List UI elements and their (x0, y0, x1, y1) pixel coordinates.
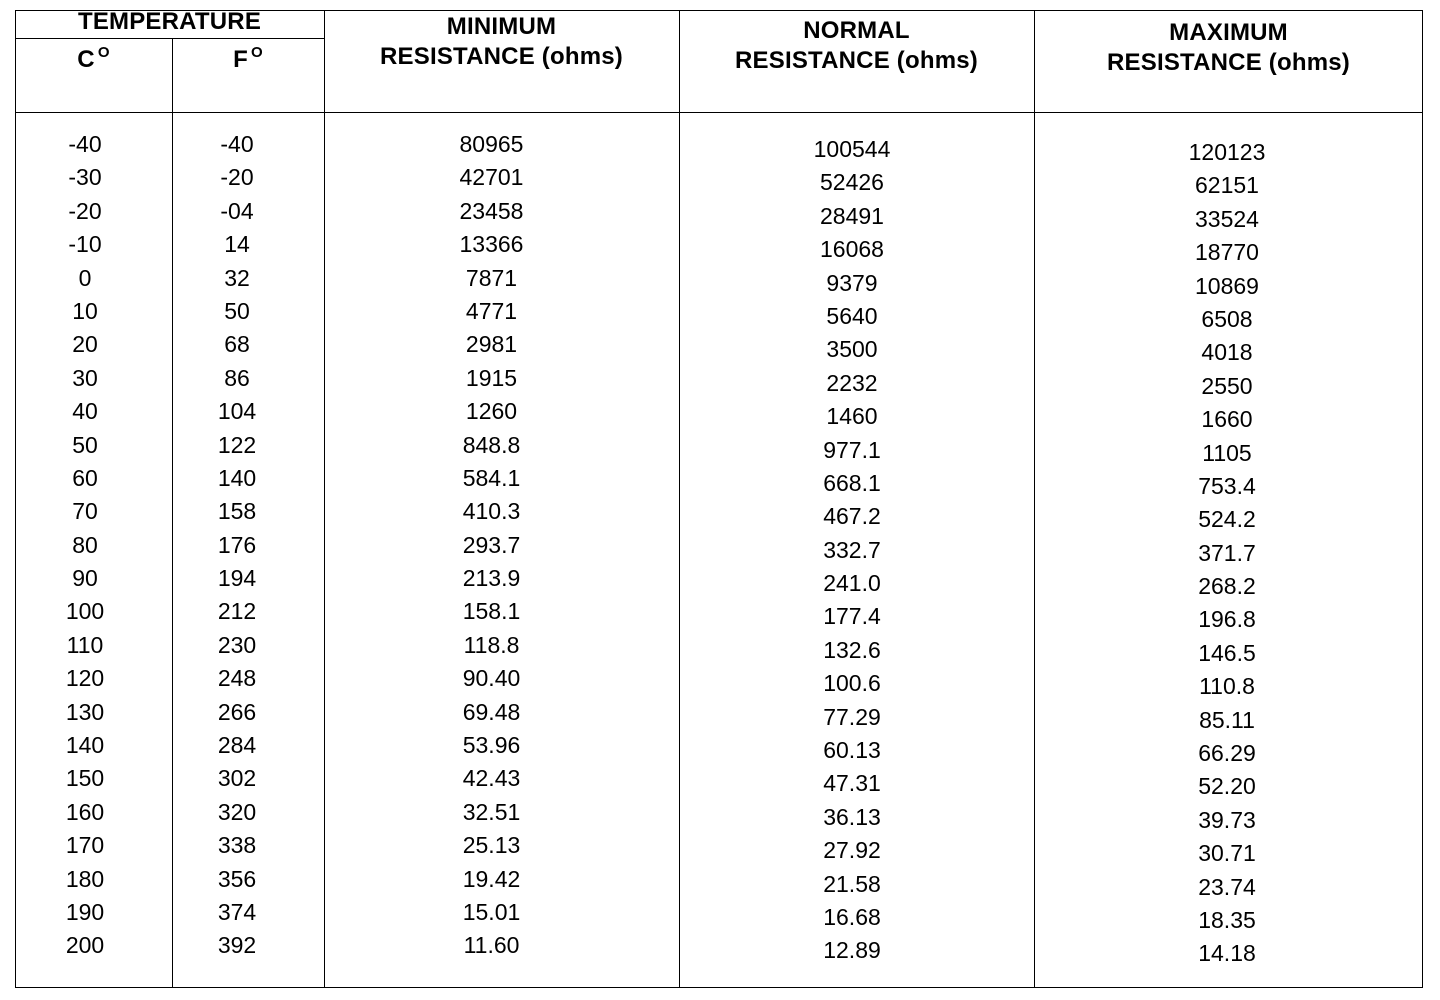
normal-resistance-cell: 77.29 (823, 703, 881, 730)
normal-resistance-cell: 1460 (826, 403, 878, 430)
fahrenheit-cell: 68 (224, 331, 250, 358)
maximum-resistance-cell: 18.35 (1198, 906, 1256, 933)
header-normal-resistance: NORMAL RESISTANCE (ohms) (735, 17, 978, 74)
fahrenheit-cell: 122 (217, 431, 257, 458)
fahrenheit-cell: -04 (220, 197, 254, 224)
normal-resistance-cell: 467.2 (823, 503, 881, 530)
normal-resistance-cell: 47.31 (823, 770, 881, 797)
fahrenheit-cell: 212 (217, 598, 257, 625)
normal-resistance-cell: 177.4 (823, 603, 881, 630)
normal-resistance-cell: 132.6 (823, 636, 881, 663)
header-maximum-resistance: MAXIMUM RESISTANCE (ohms) (1107, 19, 1350, 76)
fahrenheit-cell: 338 (217, 832, 257, 859)
minimum-resistance-cell: 293.7 (462, 531, 521, 558)
celsius-cell: 100 (65, 598, 105, 625)
maximum-resistance-cell: 62151 (1195, 172, 1259, 199)
fahrenheit-cell: 320 (217, 798, 257, 825)
normal-resistance-cell: 12.89 (823, 937, 881, 964)
celsius-cell: 40 (72, 398, 98, 425)
normal-resistance-cell: 241.0 (823, 570, 881, 597)
normal-resistance-cell: 5640 (826, 302, 878, 329)
normal-resistance-cell: 36.13 (823, 803, 881, 830)
header-temperature: TEMPERATURE (77, 8, 262, 35)
celsius-cell: 10 (72, 297, 98, 324)
celsius-cell: 120 (65, 665, 105, 692)
celsius-cell: 180 (65, 865, 105, 892)
fahrenheit-cell: -20 (220, 164, 254, 191)
celsius-cell: 160 (65, 798, 105, 825)
normal-resistance-cell: 668.1 (823, 469, 881, 496)
fahrenheit-cell: 140 (217, 464, 257, 491)
minimum-resistance-cell: 1915 (465, 364, 518, 391)
column-minimum-resistance (424, 131, 559, 966)
normal-resistance-cell: 100.6 (823, 670, 881, 697)
minimum-resistance-cell: 80965 (459, 131, 524, 157)
minimum-resistance-cell: 42701 (459, 164, 524, 191)
normal-resistance-cell: 60.13 (823, 737, 881, 764)
maximum-resistance-cell: 268.2 (1198, 573, 1256, 600)
celsius-cell: 90 (72, 565, 98, 592)
maximum-resistance-cell: 1660 (1201, 406, 1253, 433)
minimum-resistance-cell: 53.96 (462, 732, 521, 759)
minimum-resistance-cell: 213.9 (462, 565, 521, 592)
column-divider (324, 10, 325, 988)
fahrenheit-cell: 392 (217, 932, 257, 959)
maximum-resistance-cell: 110.8 (1199, 673, 1255, 700)
normal-resistance-cell: 16068 (820, 236, 884, 263)
fahrenheit-cell: 158 (217, 498, 257, 525)
maximum-resistance-cell: 14.18 (1198, 940, 1256, 967)
maximum-resistance-cell: 4018 (1201, 339, 1253, 366)
minimum-resistance-cell: 15.01 (462, 898, 521, 925)
fahrenheit-cell: 248 (217, 665, 257, 692)
minimum-resistance-cell: 848.8 (462, 431, 521, 458)
fahrenheit-cell: 50 (224, 297, 250, 324)
normal-resistance-cell: 27.92 (823, 837, 881, 864)
minimum-resistance-cell: 584.1 (462, 464, 521, 491)
celsius-cell: -10 (68, 231, 102, 258)
celsius-cell: 150 (65, 765, 105, 792)
maximum-resistance-cell: 66.29 (1198, 740, 1256, 767)
minimum-resistance-cell: 7871 (465, 264, 518, 291)
normal-resistance-cell: 28491 (820, 202, 884, 229)
degree-symbol: O (251, 44, 263, 61)
celsius-cell: -20 (68, 197, 102, 224)
maximum-resistance-cell: 146.5 (1198, 639, 1256, 666)
minimum-resistance-cell: 32.51 (462, 798, 521, 825)
maximum-resistance-cell: 6508 (1201, 305, 1253, 332)
celsius-cell: 20 (72, 331, 98, 358)
normal-resistance-cell: 9379 (826, 269, 878, 296)
fahrenheit-cell: 176 (217, 531, 257, 558)
fahrenheit-cell: 302 (217, 765, 257, 792)
normal-resistance-cell: 3500 (826, 336, 878, 363)
maximum-resistance-cell: 85.11 (1199, 706, 1255, 733)
header-fahrenheit: F $^O$ (233, 44, 263, 73)
maximum-resistance-cell: 39.73 (1198, 806, 1256, 833)
maximum-resistance-cell: 753.4 (1198, 472, 1256, 499)
minimum-resistance-cell: 13366 (459, 231, 524, 258)
minimum-resistance-cell: 118.8 (463, 631, 520, 658)
degree-symbol: O (97, 44, 110, 61)
column-normal-resistance (782, 136, 922, 971)
fahrenheit-cell: -40 (220, 131, 254, 157)
maximum-resistance-cell: 33524 (1195, 205, 1259, 232)
maximum-resistance-cell: 120123 (1188, 139, 1266, 165)
minimum-resistance-cell: 23458 (459, 197, 524, 224)
celsius-cell: 0 (78, 264, 92, 291)
fahrenheit-cell: 374 (217, 898, 257, 925)
normal-resistance-cell: 52426 (820, 169, 884, 196)
maximum-resistance-cell: 371.7 (1198, 539, 1256, 566)
header-celsius: C $^O$ (77, 44, 110, 73)
fahrenheit-cell: 230 (217, 631, 257, 658)
normal-resistance-cell: 21.58 (823, 870, 881, 897)
fahrenheit-cell: 266 (217, 698, 257, 725)
normal-resistance-cell: 977.1 (823, 436, 881, 463)
minimum-resistance-cell: 4771 (465, 297, 518, 324)
maximum-resistance-cell: 1105 (1202, 439, 1252, 466)
column-fahrenheit (187, 131, 287, 966)
minimum-resistance-cell: 410.3 (462, 498, 521, 525)
normal-resistance-cell: 332.7 (823, 536, 881, 563)
fahrenheit-cell: 14 (224, 231, 250, 258)
celsius-cell: 70 (72, 498, 98, 525)
celsius-cell: -40 (68, 131, 102, 157)
maximum-resistance-cell: 2550 (1201, 372, 1253, 399)
minimum-resistance-cell: 69.48 (462, 698, 521, 725)
maximum-resistance-cell: 23.74 (1198, 873, 1256, 900)
normal-resistance-cell: 100544 (813, 136, 891, 162)
column-divider (1034, 10, 1035, 988)
fahrenheit-cell: 86 (224, 364, 250, 391)
minimum-resistance-cell: 158.1 (462, 598, 521, 625)
maximum-resistance-cell: 18770 (1195, 239, 1259, 266)
minimum-resistance-cell: 19.42 (462, 865, 521, 892)
fahrenheit-cell: 32 (224, 264, 250, 291)
column-maximum-resistance (1157, 139, 1297, 974)
minimum-resistance-cell: 2981 (465, 331, 518, 358)
maximum-resistance-cell: 524.2 (1198, 506, 1256, 533)
celsius-cell: 130 (65, 698, 105, 725)
column-celsius (35, 131, 135, 966)
celsius-cell: 110 (66, 631, 104, 658)
normal-resistance-cell: 16.68 (823, 903, 881, 930)
minimum-resistance-cell: 90.40 (462, 665, 521, 692)
minimum-resistance-cell: 42.43 (462, 765, 521, 792)
celsius-cell: 190 (65, 898, 105, 925)
celsius-cell: 200 (65, 932, 105, 959)
fahrenheit-cell: 356 (217, 865, 257, 892)
celsius-cell: 60 (72, 464, 98, 491)
maximum-resistance-cell: 196.8 (1198, 606, 1256, 633)
celsius-cell: 140 (65, 732, 105, 759)
header-bottom-rule (15, 112, 1423, 113)
celsius-cell: 170 (65, 832, 105, 859)
fahrenheit-cell: 284 (217, 732, 257, 759)
maximum-resistance-cell: 30.71 (1198, 840, 1256, 867)
minimum-resistance-cell: 25.13 (462, 832, 521, 859)
header-minimum-resistance: MINIMUM RESISTANCE (ohms) (380, 13, 623, 70)
celsius-cell: 80 (72, 531, 98, 558)
minimum-resistance-cell: 1260 (465, 398, 518, 425)
column-divider (172, 38, 173, 988)
celsius-cell: 30 (72, 364, 98, 391)
fahrenheit-cell: 104 (217, 398, 257, 425)
normal-resistance-cell: 2232 (826, 369, 878, 396)
celsius-cell: -30 (68, 164, 102, 191)
fahrenheit-cell: 194 (217, 565, 257, 592)
maximum-resistance-cell: 52.20 (1198, 773, 1256, 800)
maximum-resistance-cell: 10869 (1195, 272, 1259, 299)
celsius-cell: 50 (72, 431, 98, 458)
column-divider (679, 10, 680, 988)
minimum-resistance-cell: 11.60 (463, 932, 520, 959)
